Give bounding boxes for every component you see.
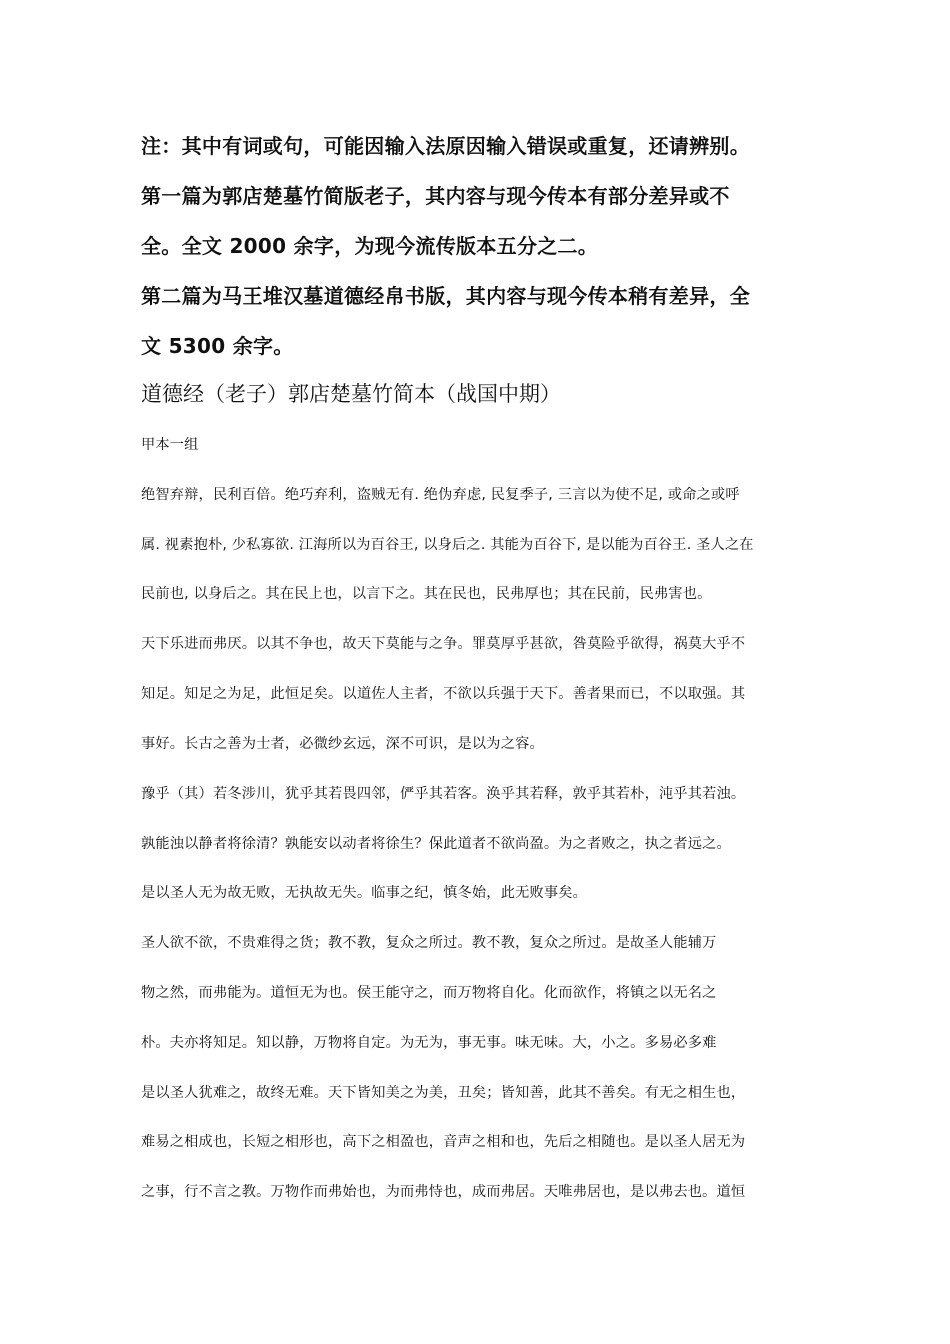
page-title: 道德经（老子）郭店楚墓竹简本（战国中期） xyxy=(141,382,561,406)
body-line-6: 事好。长古之善为士者，必微纱玄远，深不可识，是以为之容。 xyxy=(141,736,544,752)
note-line-5: 文 5300 余字。 xyxy=(141,334,294,358)
body-line-14: 难易之相成也，长短之相形也，高下之相盈也，音声之相和也，先后之相随也。是以圣人居无为 xyxy=(141,1134,746,1150)
body-line-10: 圣人欲不欲，不贵难得之货；教不教，复众之所过。教不教，复众之所过。是故圣人能辅万 xyxy=(141,935,717,951)
note-line-1: 注：其中有词或句，可能因输入法原因输入错误或重复，还请辨别。 xyxy=(141,134,750,158)
section-heading: 甲本一组 xyxy=(141,437,199,453)
body-line-12: 朴。夫亦将知足。知以静，万物将自定。为无为，事无事。味无味。大，小之。多易必多难 xyxy=(141,1035,717,1051)
body-line-7: 豫乎（其）若冬涉川，犹乎其若畏四邻，俨乎其若客。涣乎其若释，敦乎其若朴，沌乎其若浊。 xyxy=(141,786,746,802)
note-line-4: 第二篇为马王堆汉墓道德经帛书版，其内容与现今传本稍有差异，全 xyxy=(141,284,750,308)
note-line-2: 第一篇为郭店楚墓竹简版老子，其内容与现今传本有部分差异或不 xyxy=(141,184,730,208)
body-line-5: 知足。知足之为足，此恒足矣。以道佐人主者，不欲以兵强于天下。善者果而已，不以取强。其 xyxy=(141,686,746,702)
body-line-3: 民前也, 以身后之。其在民上也，以言下之。其在民也，民弗厚也；其在民前，民弗害也。 xyxy=(141,586,712,602)
note-line-3: 全。全文 2000 余字，为现今流传版本五分之二。 xyxy=(141,234,599,258)
body-line-1: 绝智弃辩，民利百倍。绝巧弃利，盗贼无有. 绝伪弃虑, 民复季子, 三言以为使不足, 或命之或呼 xyxy=(141,487,740,503)
body-line-9: 是以圣人无为故无败，无执故无失。临事之纪，慎冬始，此无败事矣。 xyxy=(141,885,588,901)
body-line-11: 物之然，而弗能为。道恒无为也。侯王能守之，而万物将自化。化而欲作，将镇之以无名之 xyxy=(141,985,717,1001)
body-line-4: 天下乐进而弗厌。以其不争也，故天下莫能与之争。罪莫厚乎甚欲，咎莫险乎欲得，祸莫大乎不 xyxy=(141,636,746,652)
body-line-2: 属. 视素抱朴, 少私寡欲. 江海所以为百谷王, 以身后之. 其能为百谷下, 是以能为百谷王. 圣人之在 xyxy=(141,537,754,553)
body-line-8: 孰能浊以静者将徐清？孰能安以动者将徐生？保此道者不欲尚盈。为之者败之，执之者远之。 xyxy=(141,836,731,852)
body-line-15: 之事，行不言之教。万物作而弗始也，为而弗恃也，成而弗居。天唯弗居也，是以弗去也。道恒 xyxy=(141,1184,746,1200)
body-line-13: 是以圣人犹难之，故终无难。天下皆知美之为美，丑矣；皆知善，此其不善矣。有无之相生也， xyxy=(141,1085,746,1101)
